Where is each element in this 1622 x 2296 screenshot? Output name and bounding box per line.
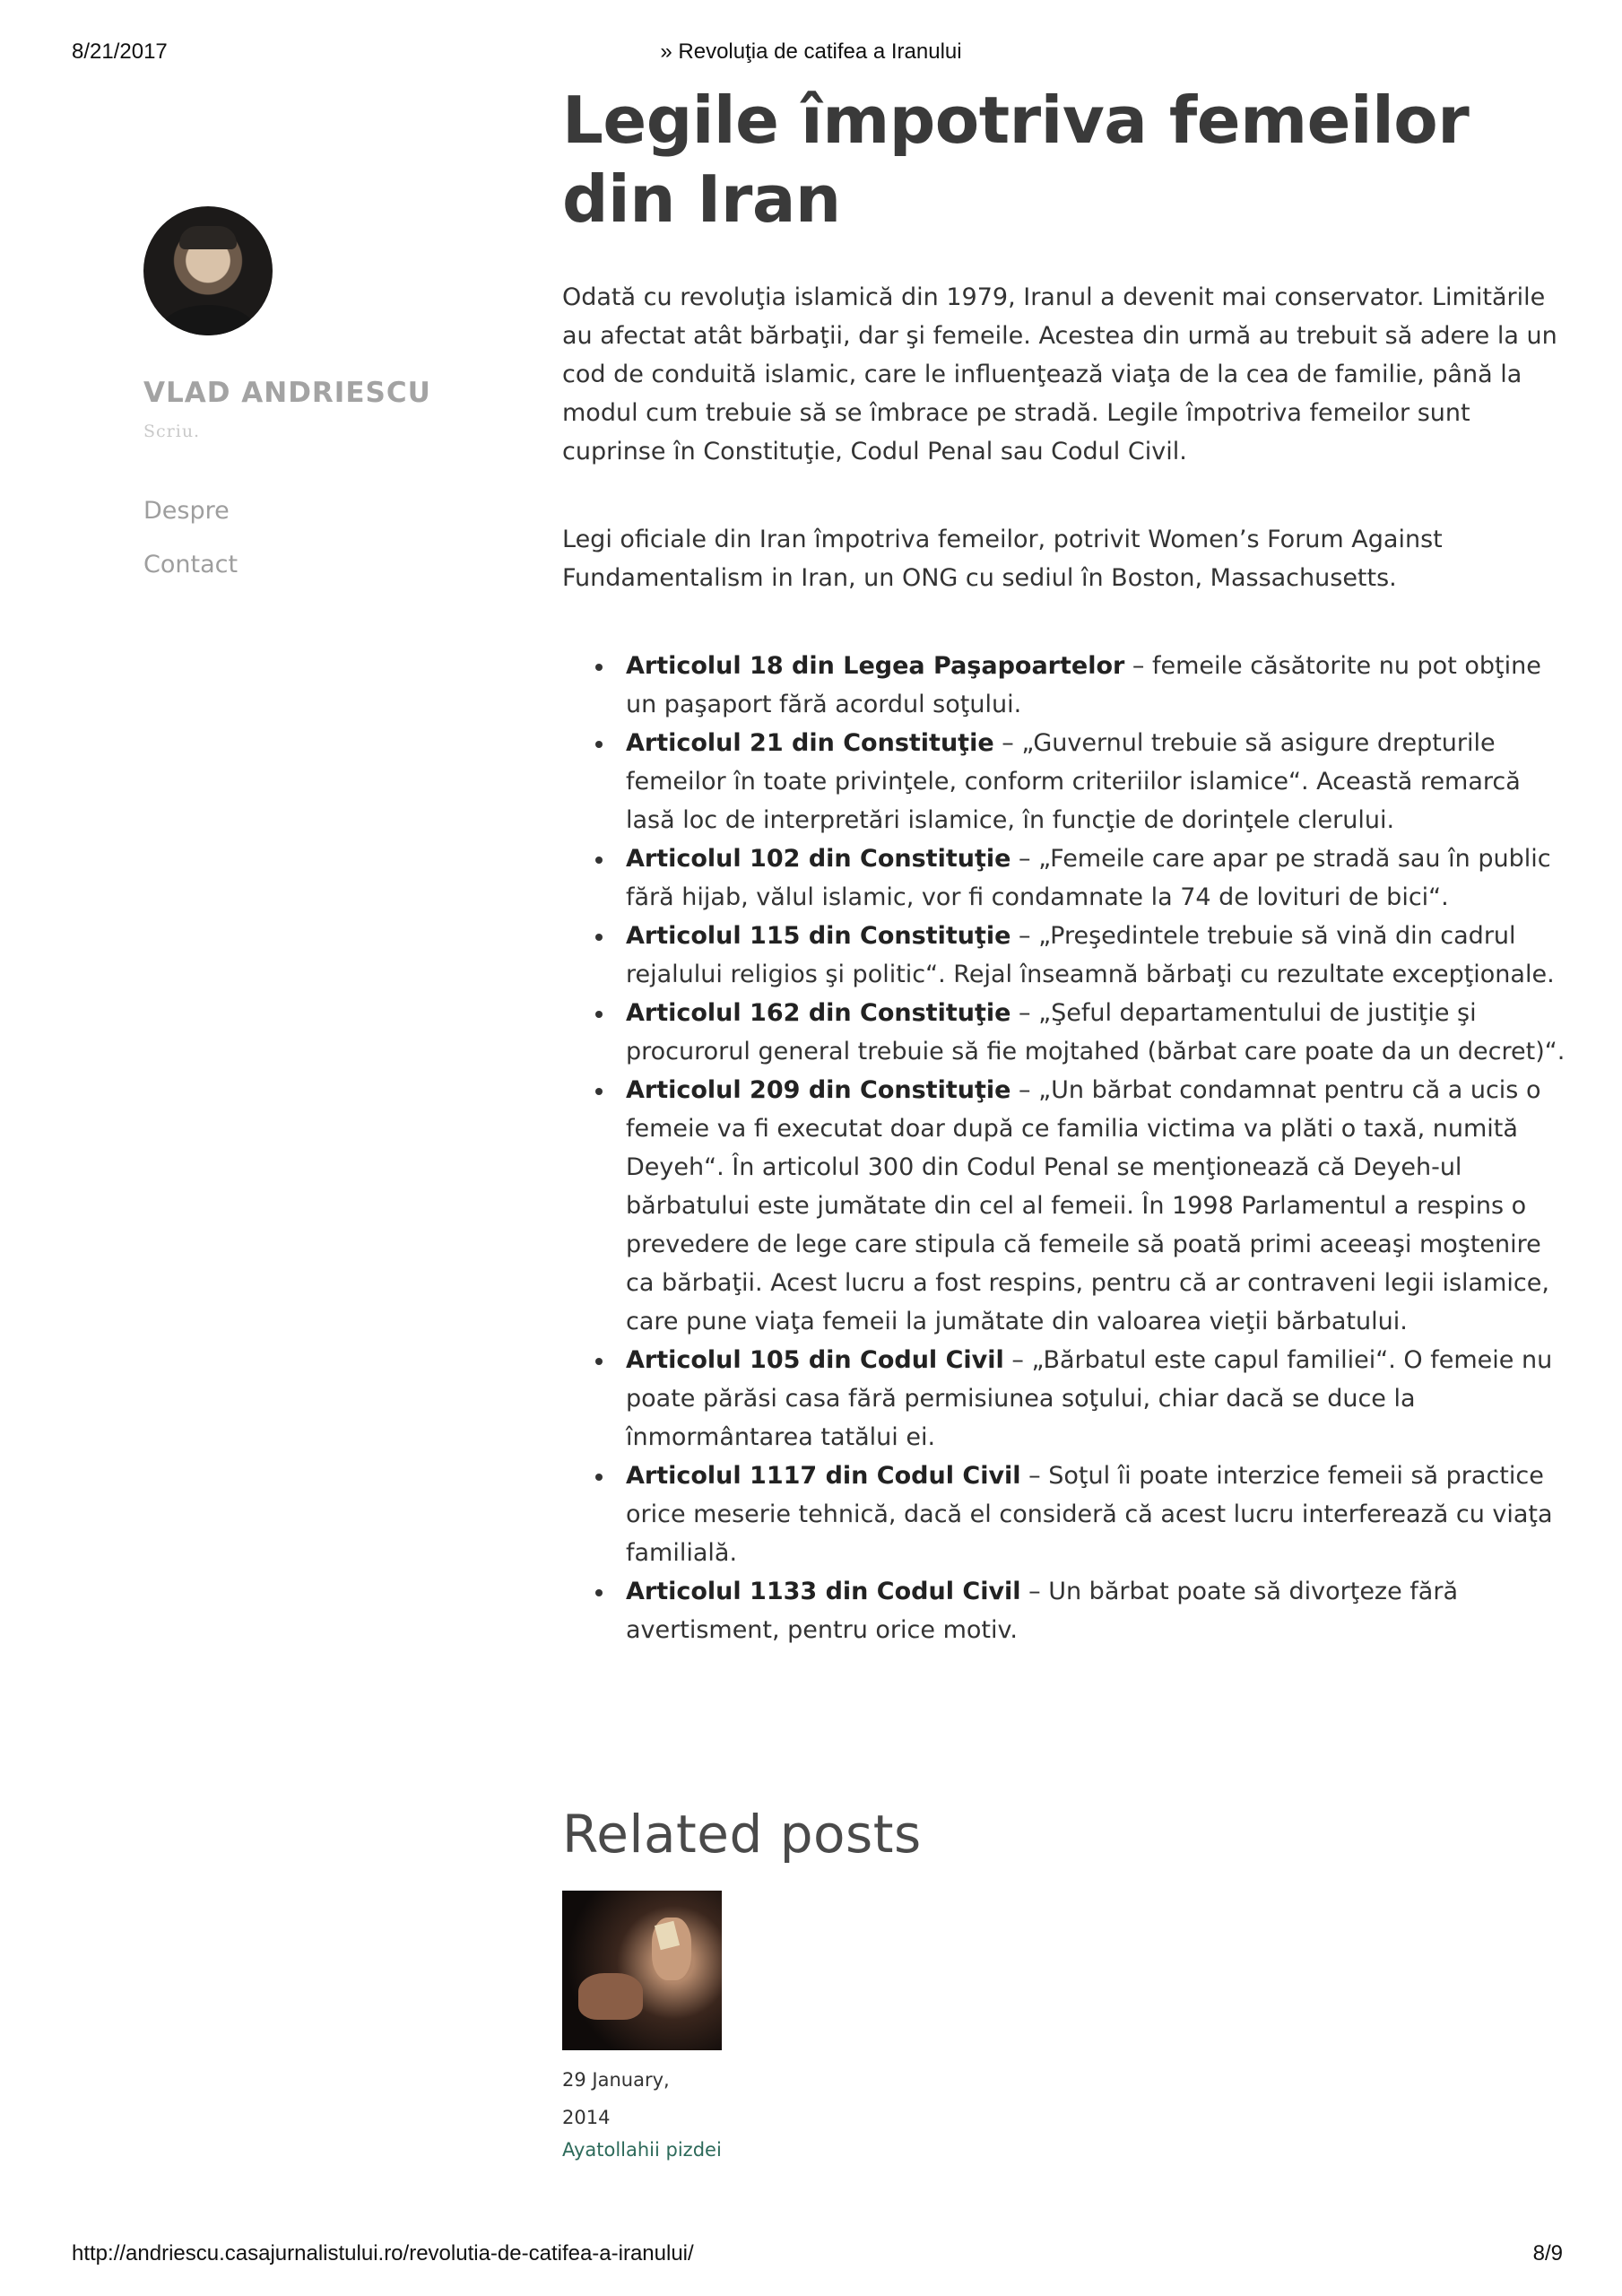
avatar[interactable] [143,206,273,335]
print-page-number: 8/9 [1532,2241,1563,2266]
law-text: – „Bărbatul este capul familiei“. O femeie nu poate părăsi casa fără permisiunea soţului, chiar dacă se duce la înmormântarea tatălui ei. [626,1346,1553,1451]
list-item [626,1071,1566,1341]
law-text: – „Un bărbat condamnat pentru că a ucis o femeie va fi executat doar după ce familia victima va plăti o taxă, numită Deyeh“. În articolul 300 din Codul Penal se menţionează că Deyeh-ul bărbatului este jumătate din cel al femeii. În 1998 Parlamentul a respins o prevedere de lege care stipula că femeile să poată primi aceeaşi moştenire ca bărbaţii. Acest lucru a fost respins, pentru că ar contraveni legii islamice, care pune viaţa femeii la jumătate din valoarea vieţii bărbatului. [626,1076,1549,1335]
source-paragraph: Legi oficiale din Iran împotriva femeilor, potrivit Women’s Forum Against Fundamentalism in Iran, un ONG cu sediul în Boston, Massachusetts. [562,526,1443,592]
sidebar-nav [143,484,466,592]
avatar-shirt-shape [160,305,256,335]
list-item [626,1457,1566,1572]
list-item [626,647,1566,724]
law-text: – Un bărbat poate să divorţeze fără avertisment, pentru orice motiv. [626,1578,1458,1644]
law-name: Articolul 105 din Codul Civil [626,1346,1004,1374]
law-text: – „Preşedintele trebuie să vină din cadrul rejalului religios şi politic“. Rejal înseamnă bărbaţi cu rezultate excepţionale. [626,922,1555,988]
sidebar [143,206,466,592]
law-name: Articolul 209 din Constituţie [626,1076,1011,1104]
post-content [562,81,1566,1649]
nav-link-contact[interactable]: Contact [143,551,239,578]
related-posts-heading: Related posts [562,1804,922,1865]
related-post-link[interactable]: Ayatollahii pizdei [562,2139,722,2161]
law-name: Articolul 115 din Constituţie [626,922,1011,950]
nav-link-despre[interactable]: Despre [143,497,230,525]
related-post-thumbnail[interactable] [562,1891,722,2050]
list-item [626,917,1566,994]
law-name: Articolul 102 din Constituţie [626,845,1011,873]
related-posts [562,1801,1100,2163]
laws-list [562,647,1566,1649]
list-item [626,839,1566,917]
law-text: – „Guvernul trebuie să asigure drepturile femeilor în toate privinţele, conform criteriilor islamice“. Această remarcă lasă loc de interpretări islamice, în funcţie de dorinţele clerului. [626,729,1521,834]
list-item [626,1572,1566,1649]
law-text: – femeile căsătorite nu pot obţine un paşaport fără acordul soţului. [626,652,1541,718]
post-title: Legile împotriva femeilor din Iran [562,83,1470,237]
avatar-hair-shape [179,226,237,249]
law-text: – „Femeile care apar pe stradă sau în public fără hijab, vălul islamic, vor fi condamnate la 74 de lovituri de bici“. [626,845,1551,911]
site-name[interactable]: VLAD ANDRIESCU [143,377,431,409]
law-text: – Soţul îi poate interzice femeii să practice orice meserie tehnică, dacă el consideră că acest lucru interferează cu viaţa familială. [626,1462,1553,1567]
law-name: Articolul 1117 din Codul Civil [626,1462,1021,1490]
list-item [626,1341,1566,1457]
law-text: – „Şeful departamentului de justiţie şi procurorul general trebuie să fie mojtahed (bărbat care poate da un decret)“. [626,999,1566,1065]
site-tagline: Scriu. [143,422,201,441]
print-footer [0,2241,1622,2268]
print-page-title: » Revoluţia de catifea a Iranului [660,39,962,64]
law-name: Articolul 18 din Legea Paşapoartelor [626,652,1125,680]
list-item [626,994,1566,1071]
print-url: http://andriescu.casajurnalistului.ro/revolutia-de-catifea-a-iranului/ [72,2241,694,2266]
print-header [0,39,1622,66]
related-post-date: 29 January, 2014 [562,2069,670,2128]
intro-paragraph: Odată cu revoluţia islamică din 1979, Iranul a devenit mai conservator. Limitările au afectat atât bărbaţii, dar şi femeile. Acestea din urmă au trebuit să adere la un cod de conduită islamic, care le influenţează viaţa de la cea de familie, până la modul cum trebuie să se îmbrace pe stradă. Legile împotriva femeilor sunt cuprinse în Constituţie, Codul Penal sau Codul Civil. [562,283,1557,465]
thumbnail-figure-shape [578,1973,643,2020]
print-date: 8/21/2017 [72,39,168,64]
law-name: Articolul 1133 din Codul Civil [626,1578,1021,1605]
law-name: Articolul 21 din Constituţie [626,729,994,757]
law-name: Articolul 162 din Constituţie [626,999,1011,1027]
list-item [626,724,1566,839]
